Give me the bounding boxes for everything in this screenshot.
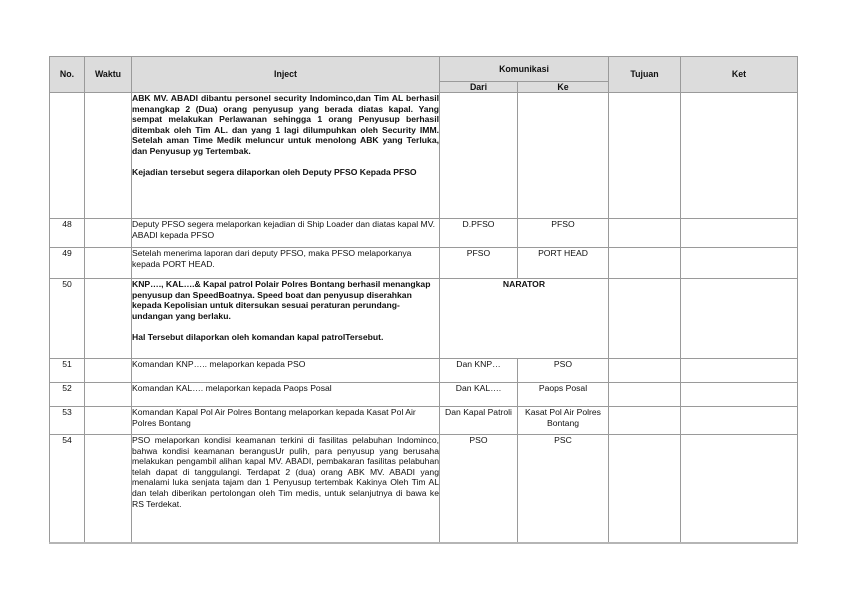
cell-inject: PSO melaporkan kondisi keamanan terkini di fasilitas pelabuhan Indominco, bahwa kondisi keamanan berangusUr pulih, para penyusup yang berusaha melakukan pengambil alihan kapal MV. ABADI, pembakaran fasilitas pelabuhan telah dapat di tanggulangi. Terdapat 2 (dua) orang ABK MV. ABADI yang menalami luka senjata tajam dan 1 Penyusup tertembak Kakinya Oleh Tim AL dan telah diberikan pertolongan oleh Tim medis, untuk selanjutnya di bawa ke RS Terdekat. xyxy=(132,435,440,544)
header-ke: Ke xyxy=(518,82,609,93)
cell-no: 50 xyxy=(50,279,85,359)
cell-dari: Dan Kapal Patroli xyxy=(440,407,518,435)
cell-dari xyxy=(440,93,518,219)
header-dari: Dari xyxy=(440,82,518,93)
cell-waktu xyxy=(85,359,132,383)
cell-ke: PFSO xyxy=(518,219,609,248)
cell-ke xyxy=(518,93,609,219)
header-no: No. xyxy=(50,57,85,93)
header-tujuan: Tujuan xyxy=(609,57,681,93)
inject-paragraph: Kejadian tersebut segera dilaporkan oleh Deputy PFSO Kepada PFSO xyxy=(132,167,417,178)
cell-tujuan xyxy=(609,435,681,544)
cell-no: 49 xyxy=(50,248,85,279)
table-row xyxy=(50,279,798,359)
cell-tujuan xyxy=(609,359,681,383)
cell-no: 53 xyxy=(50,407,85,435)
table-row xyxy=(50,435,798,544)
cell-ket xyxy=(681,279,798,359)
cell-ket xyxy=(681,219,798,248)
cell-no: 54 xyxy=(50,435,85,544)
cell-dari: Dan KNP… xyxy=(440,359,518,383)
cell-waktu xyxy=(85,279,132,359)
cell-inject: Komandan Kapal Pol Air Polres Bontang melaporkan kepada Kasat Pol Air Polres Bontang xyxy=(132,407,440,435)
cell-ket xyxy=(681,248,798,279)
cell-dari: D.PFSO xyxy=(440,219,518,248)
header-inject: Inject xyxy=(132,57,440,93)
cell-tujuan xyxy=(609,383,681,407)
header-ket: Ket xyxy=(681,57,798,93)
cell-tujuan xyxy=(609,407,681,435)
cell-tujuan xyxy=(609,248,681,279)
cell-dari: Dan KAL…. xyxy=(440,383,518,407)
header-komunikasi: Komunikasi xyxy=(440,57,609,82)
cell-dari: PFSO xyxy=(440,248,518,279)
table-row xyxy=(50,93,798,219)
cell-waktu xyxy=(85,93,132,219)
table-row xyxy=(50,219,798,248)
cell-ke: PSC xyxy=(518,435,609,544)
inject-paragraph: Hal Tersebut dilaporkan oleh komandan kapal patrolTersebut. xyxy=(132,331,384,342)
table-row xyxy=(50,359,798,383)
cell-dari: PSO xyxy=(440,435,518,544)
table-row xyxy=(50,407,798,435)
cell-inject xyxy=(132,93,440,219)
cell-waktu xyxy=(85,219,132,248)
cell-tujuan xyxy=(609,219,681,248)
inject-paragraph: ABK MV. ABADI dibantu personel security Indominco,dan Tim AL berhasil menangkap 2 (Dua) orang penyusup yang berada diatas kapal. Yang sempat melakukan Perlawanan sehingga 1 orang Penyusup berhasil ditembak oleh Tim AL. dan yang 1 lagi dilumpuhkan oleh Security IMM. Setelah aman Time Medik meluncur untuk menolong ABK yang Terluka, dan Penyusup yg Tertembak. xyxy=(132,93,439,156)
table-row xyxy=(50,248,798,279)
cell-tujuan xyxy=(609,279,681,359)
cell-no: 51 xyxy=(50,359,85,383)
inject-paragraph: KNP…., KAL….& Kapal patrol Polair Polres Bontang berhasil menangkap penyusup dan SpeedBoatnya. Speed boat dan penyusup diserahkan kepada Kepolisian untuk ditersukan sesuai peraturan perundang-undangan yang berlaku. xyxy=(132,279,431,321)
cell-waktu xyxy=(85,407,132,435)
cell-waktu xyxy=(85,435,132,544)
cell-inject: Komandan KNP….. melaporkan kepada PSO xyxy=(132,359,440,383)
cell-ke: Paops Posal xyxy=(518,383,609,407)
cell-no: 48 xyxy=(50,219,85,248)
cell-ket xyxy=(681,383,798,407)
cell-ket xyxy=(681,359,798,383)
cell-inject: Komandan KAL…. melaporkan kepada Paops Posal xyxy=(132,383,440,407)
cell-ke: PSO xyxy=(518,359,609,383)
cell-ket xyxy=(681,435,798,544)
cell-ket xyxy=(681,93,798,219)
table-header xyxy=(50,57,798,93)
cell-inject: Setelah menerima laporan dari deputy PFSO, maka PFSO melaporkanya kepada PORT HEAD. xyxy=(132,248,440,279)
cell-tujuan xyxy=(609,93,681,219)
cell-ke: PORT HEAD xyxy=(518,248,609,279)
cell-no xyxy=(50,93,85,219)
cell-inject xyxy=(132,279,440,359)
cell-waktu xyxy=(85,383,132,407)
cell-ke: Kasat Pol Air Polres Bontang xyxy=(518,407,609,435)
scenario-table xyxy=(49,56,798,544)
header-waktu: Waktu xyxy=(85,57,132,93)
cell-no: 52 xyxy=(50,383,85,407)
cell-narator: NARATOR xyxy=(440,279,609,359)
table-row xyxy=(50,383,798,407)
cell-ket xyxy=(681,407,798,435)
cell-inject: Deputy PFSO segera melaporkan kejadian di Ship Loader dan diatas kapal MV. ABADI kepada PFSO xyxy=(132,219,440,248)
cell-waktu xyxy=(85,248,132,279)
